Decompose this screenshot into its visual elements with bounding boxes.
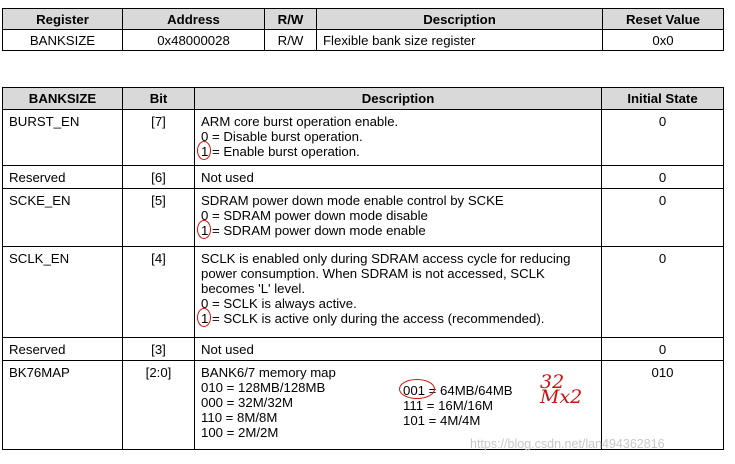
field-initial-state: 0 [602, 166, 724, 189]
header-description: Description [195, 88, 602, 110]
field-bit: [3] [123, 338, 195, 361]
field-name: SCKE_EN [3, 189, 123, 247]
register-rw: R/W [265, 30, 317, 51]
field-description: SDRAM power down mode enable control by SCKE 0 = SDRAM power down mode disable 1 = SDRAM power down mode enable [195, 189, 602, 247]
header-reset-value: Reset Value [603, 9, 724, 30]
table-row [3, 166, 724, 189]
header-rw: R/W [265, 9, 317, 30]
header-description: Description [317, 9, 603, 30]
memory-map: BANK6/7 memory map 010 = 128MB/128MB 000 = 32M/32M 110 = 8M/8M 100 = 2M/2M 001 = 64MB/64MB 111 = 16M/16M 101 = 4M/4M 32 Mx2 [201, 365, 595, 445]
table-row [3, 247, 724, 338]
field-bit: [4] [123, 247, 195, 338]
field-description: Not used [195, 166, 602, 189]
register-name: BANKSIZE [3, 30, 123, 51]
field-initial-state: 0 [602, 189, 724, 247]
field-initial-state: 010 [602, 361, 724, 450]
field-name: SCLK_EN [3, 247, 123, 338]
field-bit: [2:0] [123, 361, 195, 450]
field-bit: [7] [123, 110, 195, 166]
red-circle-annotation [197, 141, 211, 160]
field-initial-state: 0 [602, 110, 724, 166]
header-initial-state: Initial State [602, 88, 724, 110]
field-description: ARM core burst operation enable. 0 = Disable burst operation. 1 = Enable burst operation. [195, 110, 602, 166]
field-description: Not used [195, 338, 602, 361]
bit-table [2, 87, 724, 450]
table-row [3, 338, 724, 361]
table-row [3, 110, 724, 166]
register-description: Flexible bank size register [317, 30, 603, 51]
field-bit: [5] [123, 189, 195, 247]
watermark: https://blog.csdn.net/lan494362816 [470, 437, 665, 451]
field-name: Reserved [3, 338, 123, 361]
red-circle-annotation [399, 379, 435, 399]
field-name: BURST_EN [3, 110, 123, 166]
bit-header-row [3, 88, 724, 110]
table-row [3, 30, 724, 51]
register-address: 0x48000028 [123, 30, 265, 51]
field-description: SCLK is enabled only during SDRAM access cycle for reducing power consumption. When SDRAM is not accessed, SCLK becomes 'L' level. 0 = SCLK is always active. 1 = SCLK is active only during the access (recommended). [195, 247, 602, 338]
field-initial-state: 0 [602, 338, 724, 361]
field-name: BK76MAP [3, 361, 123, 450]
register-table [2, 8, 724, 51]
table-row [3, 189, 724, 247]
field-name: Reserved [3, 166, 123, 189]
header-address: Address [123, 9, 265, 30]
header-banksize: BANKSIZE [3, 88, 123, 110]
handwritten-annotation: 32 Mx2 [540, 371, 583, 408]
red-circle-annotation [197, 220, 211, 239]
register-reset-value: 0x0 [603, 30, 724, 51]
field-initial-state: 0 [602, 247, 724, 338]
register-header-row [3, 9, 724, 30]
header-bit: Bit [123, 88, 195, 110]
red-circle-annotation [197, 308, 211, 327]
field-bit: [6] [123, 166, 195, 189]
header-register: Register [3, 9, 123, 30]
